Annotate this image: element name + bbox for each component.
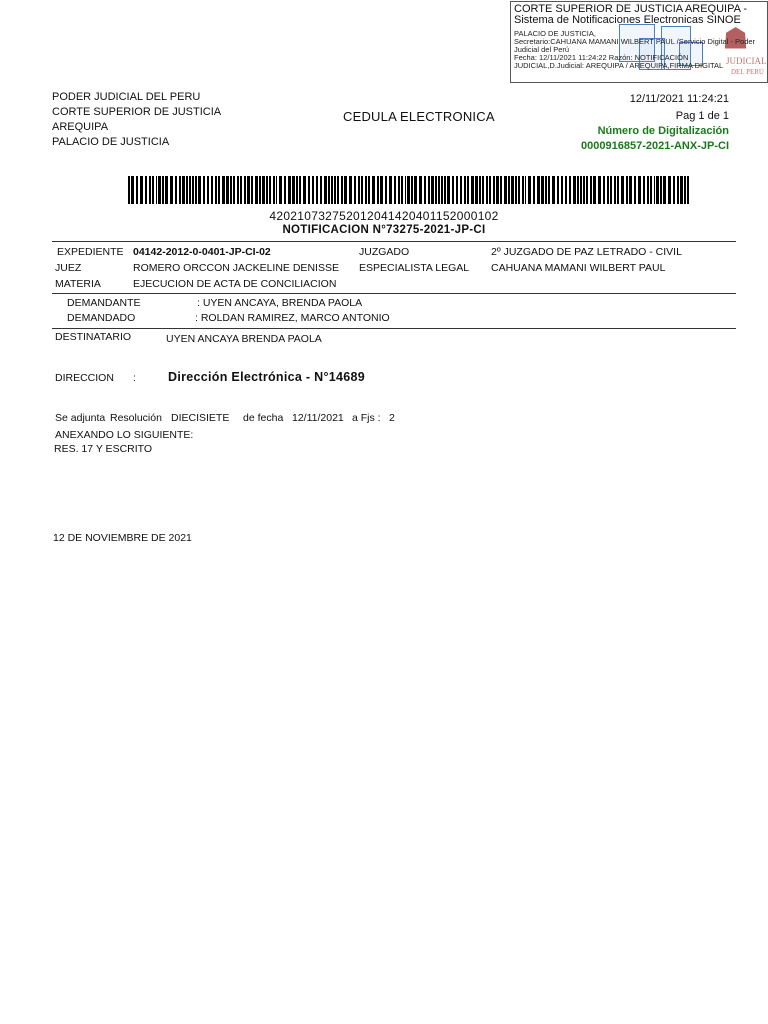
se-adjunta-text: Se adjunta [55, 412, 106, 424]
barcode-bar [515, 176, 517, 204]
barcode-bar [128, 176, 130, 204]
barcode-bar [377, 176, 379, 204]
juez-value: ROMERO ORCCON JACKELINE DENISSE [133, 262, 339, 274]
barcode-bar [308, 176, 310, 204]
barcode-bar [475, 176, 478, 204]
barcode-bar [634, 176, 636, 204]
barcode-bar [170, 176, 173, 204]
barcode-bar [394, 176, 396, 204]
document-datetime: 12/11/2021 11:24:21 [629, 93, 729, 105]
barcode-bar [226, 176, 229, 204]
barcode-bar [365, 176, 367, 204]
barcode-bar [131, 176, 134, 204]
barcode-image [128, 176, 690, 204]
barcode-bar [179, 176, 181, 204]
barcode-bar [617, 176, 619, 204]
expediente-value: 04142-2012-0-0401-JP-CI-02 [133, 246, 271, 258]
barcode-bar [518, 176, 520, 204]
demandado-value: : ROLDAN RAMIREZ, MARCO ANTONIO [195, 312, 390, 324]
barcode-bar [186, 176, 188, 204]
barcode-bar [296, 176, 298, 204]
barcode-bar [533, 176, 535, 204]
barcode-bar [299, 176, 301, 204]
barcode-bar [528, 176, 531, 204]
digital-signature-stamp [510, 1, 768, 83]
institution-block [52, 90, 221, 150]
barcode-bar [414, 176, 417, 204]
barcode-bar [629, 176, 632, 204]
fjs-label: a Fjs : [352, 412, 381, 424]
barcode-bar [269, 176, 271, 204]
barcode-bar [175, 176, 177, 204]
barcode-bar [368, 176, 370, 204]
barcode-bar [493, 176, 495, 204]
barcode-bar [435, 176, 437, 204]
barcode-bar [464, 176, 466, 204]
barcode-bar [654, 176, 655, 204]
barcode-bar [525, 176, 526, 204]
barcode-bar [156, 176, 157, 204]
barcode-bar [467, 176, 469, 204]
resolucion-date: 12/11/2021 [292, 412, 344, 424]
barcode-bar [136, 176, 138, 204]
barcode-bar [438, 176, 440, 204]
barcode-bar [673, 176, 675, 204]
barcode-bar [266, 176, 268, 204]
destinatario-label: DESTINATARIO [55, 331, 132, 343]
barcode-bar [292, 176, 295, 204]
barcode-bar [215, 176, 217, 204]
footer-date: 12 DE NOVIEMBRE DE 2021 [53, 532, 192, 544]
barcode-bar [211, 176, 213, 204]
barcode-bar [610, 176, 612, 204]
resolucion-number: DIECISIETE [171, 412, 230, 424]
barcode-bar [680, 176, 683, 204]
barcode-bar [541, 176, 544, 204]
de-fecha-text: de fecha [243, 412, 284, 424]
barcode-bar [198, 176, 201, 204]
attachment-items: RES. 17 Y ESCRITO [54, 443, 153, 455]
barcode-bar [361, 176, 363, 204]
especialista-label: ESPECIALISTA LEGAL [359, 262, 470, 274]
stamp-detail-5: JUDICIAL,D.Judicial: AREQUIPA / AREQUIPA,FIRMA DIGITAL [514, 61, 724, 70]
barcode-bar [230, 176, 232, 204]
barcode-bar [557, 176, 559, 204]
destinatario-value: UYEN ANCAYA BRENDA PAOLA [166, 333, 322, 345]
direccion-separator: : [133, 372, 136, 384]
juzgado-value: 2º JUZGADO DE PAZ LETRADO - CIVIL [491, 246, 682, 258]
barcode-bar [561, 176, 563, 204]
divider [52, 293, 736, 294]
barcode-bar [334, 176, 336, 204]
barcode-bar [496, 176, 499, 204]
barcode-bar [548, 176, 550, 204]
barcode-bar [598, 176, 601, 204]
barcode-bar [255, 176, 258, 204]
stamp-line-1: CORTE SUPERIOR DE JUSTICIA AREQUIPA - [514, 3, 748, 15]
demandante-label: DEMANDANTE [67, 297, 141, 309]
stamp-detail-4: Fecha: 12/11/2021 11:24:22 Razón: NOTIFICACIÓN [514, 53, 689, 62]
barcode-bar [504, 176, 507, 204]
barcode-bar [545, 176, 547, 204]
expediente-label: EXPEDIENTE [57, 246, 124, 258]
barcode-bar [288, 176, 291, 204]
barcode-bar [621, 176, 624, 204]
demandado-label: DEMANDADO [67, 312, 136, 324]
barcode-bar [511, 176, 514, 204]
barcode-bar [486, 176, 488, 204]
barcode-bar [431, 176, 434, 204]
barcode-bar [590, 176, 592, 204]
barcode-number: 420210732752012041420401152000102 [269, 209, 499, 223]
barcode-bar [593, 176, 596, 204]
barcode-bar [165, 176, 168, 204]
institution-line: AREQUIPA [52, 121, 109, 133]
barcode-bar [424, 176, 426, 204]
digitalization-label: Número de Digitalización [597, 125, 729, 137]
barcode-bar [407, 176, 410, 204]
barcode-bar [677, 176, 679, 204]
digitalization-number: 0000916857-2021-ANX-JP-CI [581, 140, 729, 152]
barcode-bar [447, 176, 450, 204]
barcode-bar [650, 176, 652, 204]
barcode-bar [580, 176, 582, 204]
barcode-bar [372, 176, 375, 204]
barcode-bar [411, 176, 413, 204]
stamp-line-2: Sistema de Notificaciones Electronicas SINOE [514, 14, 741, 26]
demandante-value: : UYEN ANCAYA, BRENDA PAOLA [197, 297, 363, 309]
barcode-bar [344, 176, 347, 204]
barcode-bar [603, 176, 605, 204]
materia-label: MATERIA [55, 278, 101, 290]
barcode-bar [218, 176, 220, 204]
barcode-bar [222, 176, 225, 204]
barcode-bar [152, 176, 154, 204]
barcode-bar [647, 176, 649, 204]
barcode-bar [162, 176, 164, 204]
juzgado-label: JUZGADO [359, 246, 410, 258]
barcode-bar [324, 176, 327, 204]
barcode-bar [668, 176, 671, 204]
barcode-bar [401, 176, 403, 204]
barcode-bar [349, 176, 352, 204]
stamp-detail-3: Judicial del Perú [514, 45, 570, 54]
barcode-bar [389, 176, 392, 204]
barcode-bar [182, 176, 185, 204]
barcode-bar [479, 176, 481, 204]
resolucion-text: Resolución [110, 412, 162, 424]
barcode-bar [471, 176, 474, 204]
barcode-bar [262, 176, 265, 204]
divider [52, 241, 736, 242]
barcode-bar [500, 176, 502, 204]
barcode-bar [441, 176, 443, 204]
barcode-bar [428, 176, 430, 204]
barcode-bar [537, 176, 540, 204]
notification-number: NOTIFICACION N°73275-2021-JP-CI [282, 224, 486, 236]
stamp-detail-1: PALACIO DE JUSTICIA, [514, 29, 596, 38]
barcode-bar [380, 176, 383, 204]
barcode-bar [331, 176, 333, 204]
barcode-bar [279, 176, 282, 204]
barcode-bar [660, 176, 662, 204]
divider [52, 328, 736, 329]
barcode-bar [552, 176, 555, 204]
barcode-bar [573, 176, 576, 204]
barcode-bar [328, 176, 330, 204]
barcode-bar [522, 176, 524, 204]
barcode-bar [195, 176, 197, 204]
direccion-value: Dirección Electrónica - N°14689 [168, 370, 366, 384]
barcode-bar [259, 176, 261, 204]
especialista-value: CAHUANA MAMANI WILBERT PAUL [491, 262, 666, 274]
stamp-detail-2: Secretario:CAHUANA MAMANI WILBERT PAUL /Servicio Digital - Poder [514, 37, 756, 46]
barcode-bar [638, 176, 641, 204]
barcode-bar [656, 176, 659, 204]
seal-text-2: DEL PERÚ [731, 68, 764, 76]
barcode-bar [247, 176, 250, 204]
barcode-bar [405, 176, 406, 204]
barcode-bar [337, 176, 339, 204]
institution-line: CORTE SUPERIOR DE JUSTICIA [52, 106, 222, 118]
page-indicator: Pag 1 de 1 [675, 110, 729, 122]
barcode-bar [276, 176, 277, 204]
barcode-bar [140, 176, 143, 204]
barcode-bar [189, 176, 191, 204]
barcode-bar [192, 176, 194, 204]
barcode-bar [577, 176, 579, 204]
barcode-bar [398, 176, 400, 204]
barcode-bar [586, 176, 588, 204]
anexando-text: ANEXANDO LO SIGUIENTE: [55, 429, 194, 441]
barcode-bar [643, 176, 645, 204]
barcode-bar [687, 176, 689, 204]
barcode-bar [233, 176, 235, 204]
barcode-bar [607, 176, 609, 204]
barcode-bar [508, 176, 510, 204]
materia-value: EJECUCION DE ACTA DE CONCILIACION [133, 278, 337, 290]
barcode-bar [460, 176, 462, 204]
barcode-bar [149, 176, 151, 204]
barcode-bar [456, 176, 458, 204]
document-title: CEDULA ELECTRONICA [343, 109, 495, 124]
barcode-bar [316, 176, 318, 204]
barcode-bar [663, 176, 666, 204]
barcode-bar [207, 176, 209, 204]
institution-line: PALACIO DE JUSTICIA [52, 136, 170, 148]
barcode-bar [303, 176, 306, 204]
direccion-label: DIRECCION [55, 372, 114, 384]
barcode-bar [569, 176, 571, 204]
barcode-bar [452, 176, 454, 204]
barcode-bar [240, 176, 242, 204]
barcode-bar [237, 176, 239, 204]
barcode-bar [626, 176, 628, 204]
barcode-bar [354, 176, 356, 204]
barcode-bar [341, 176, 343, 204]
barcode-bar [419, 176, 422, 204]
barcode-bar [565, 176, 567, 204]
barcode-bar [244, 176, 246, 204]
barcode-bar [273, 176, 275, 204]
barcode-bar [320, 176, 322, 204]
barcode-bar [358, 176, 360, 204]
barcode-bar [583, 176, 585, 204]
barcode-bar [444, 176, 446, 204]
barcode-bar [684, 176, 686, 204]
barcode-bar [145, 176, 147, 204]
seal-text-1: JUDICIAL [726, 56, 767, 66]
fjs-value: 2 [389, 412, 395, 424]
barcode-bar [385, 176, 387, 204]
barcode-bar [489, 176, 491, 204]
juez-label: JUEZ [55, 262, 82, 274]
barcode-bar [284, 176, 286, 204]
institution-line: PODER JUDICIAL DEL PERU [52, 91, 201, 103]
barcode-bar [482, 176, 484, 204]
barcode-bar [203, 176, 205, 204]
barcode-bar [312, 176, 314, 204]
barcode-bar [614, 176, 616, 204]
barcode-bar [251, 176, 253, 204]
barcode-bar [158, 176, 161, 204]
judicial-seal-icon: ☗ [723, 24, 749, 55]
